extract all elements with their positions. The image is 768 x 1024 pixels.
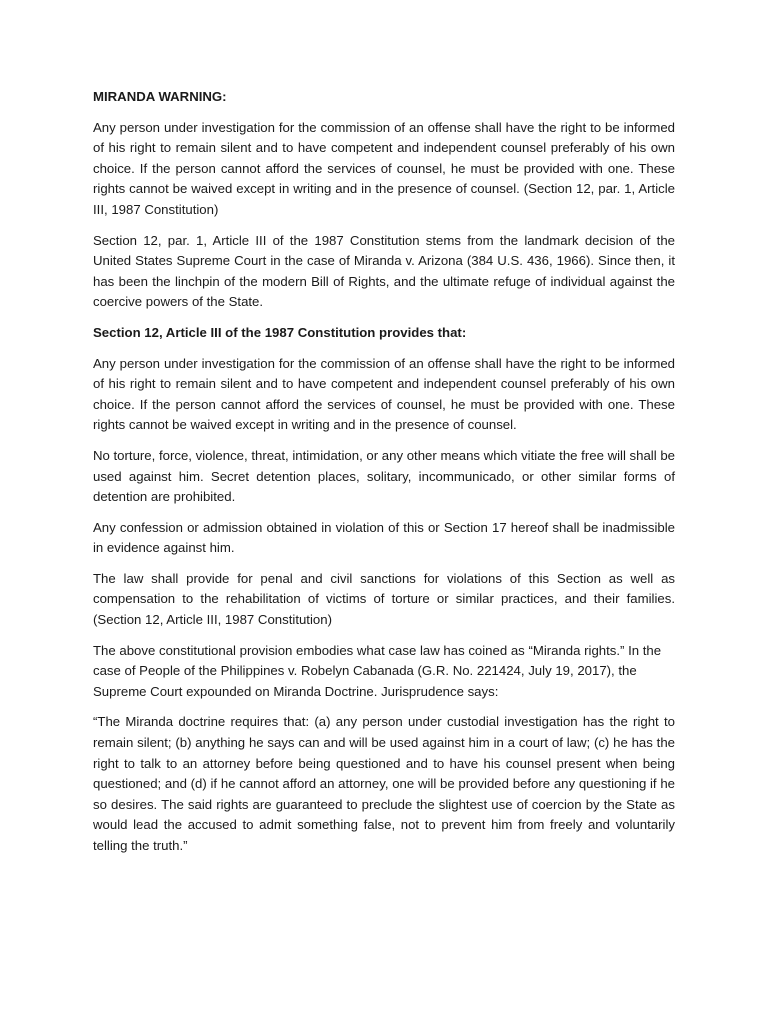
section-subheading: Section 12, Article III of the 1987 Constitution provides that: <box>93 324 467 340</box>
paragraph-section-12-3: Any confession or admission obtained in violation of this or Section 17 hereof shall be inadmissible in evidence against him. <box>93 519 675 556</box>
document-page <box>93 87 675 867</box>
paragraph-miranda-warning: Any person under investigation for the commission of an offense shall have the right to be informed of his right to remain silent and to have competent and independent counsel preferably of his own choice. If the person cannot afford the services of counsel, he must be provided with one. These rights cannot be waived except in writing and in the presence of counsel. (Section 12, par. 1, Article III, 1987 Constitution) <box>93 119 675 217</box>
paragraph-section-12-4: The law shall provide for penal and civil sanctions for violations of this Section as well as compensation to the rehabilitation of victims of torture or similar practices, and their families. (Section 12, Article III, 1987 Constitution) <box>93 570 675 628</box>
document-title: MIRANDA WARNING: <box>93 89 227 104</box>
paragraph-section-12-1: Any person under investigation for the commission of an offense shall have the right to be informed of his right to remain silent and to have competent and independent counsel preferably of his own choice. If the person cannot afford the services of counsel, he must be provided with one. These rights cannot be waived except in writing and in the presence of counsel. <box>93 355 675 433</box>
paragraph-origin: Section 12, par. 1, Article III of the 1987 Constitution stems from the landmark decision of the United States Supreme Court in the case of Miranda v. Arizona (384 U.S. 436, 1966). Since then, it has been the linchpin of the modern Bill of Rights, and the ultimate refuge of individual against the coercive powers of the State. <box>93 232 675 310</box>
paragraph-case-law: The above constitutional provision embodies what case law has coined as “Miranda rights.” In the case of People of the Philippines v. Robelyn Cabanada (G.R. No. 221424, July 19, 2017), the Supreme Court expounded on Miranda Doctrine. Jurisprudence says: <box>93 642 662 699</box>
paragraph-quote: “The Miranda doctrine requires that: (a) any person under custodial investigation has the right to remain silent; (b) anything he says can and will be used against him in a court of law; (c) he has the right to talk to an attorney before being questioned and to have his counsel present when being questioned; and (d) if he cannot afford an attorney, one will be provided before any questioning if he so desires. The said rights are guaranteed to preclude the slightest use of coercion by the State as would lead the accused to admit something false, not to prevent him from freely and voluntarily telling the truth.” <box>93 714 675 853</box>
paragraph-section-12-2: No torture, force, violence, threat, intimidation, or any other means which vitiate the free will shall be used against him. Secret detention places, solitary, incommunicado, or other similar forms of detention are prohibited. <box>93 447 675 505</box>
